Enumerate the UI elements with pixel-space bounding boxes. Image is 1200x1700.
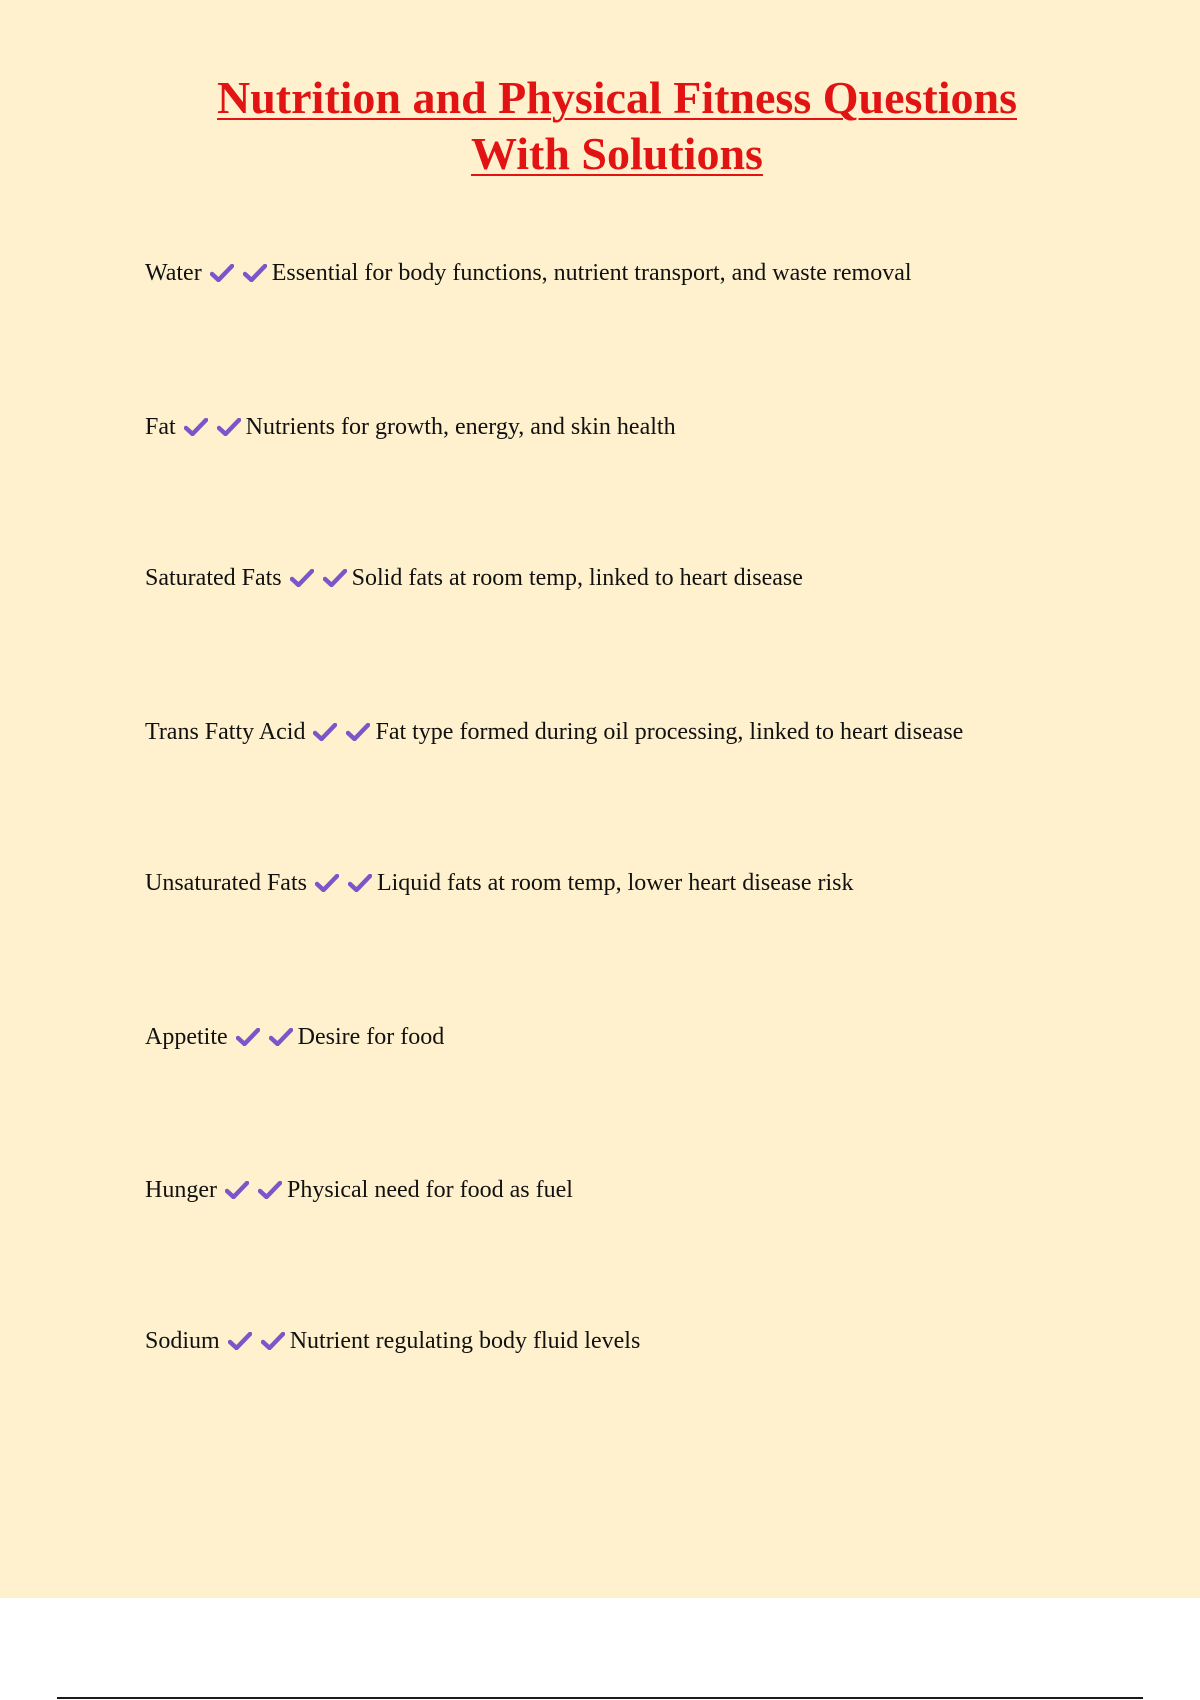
definition: Solid fats at room temp, linked to heart disease xyxy=(351,564,803,591)
definition: Liquid fats at room temp, lower heart disease risk xyxy=(376,869,854,896)
qa-item-fat xyxy=(145,410,676,444)
check-icon xyxy=(183,415,209,439)
check-icon xyxy=(216,415,242,439)
qa-item-sodium xyxy=(145,1324,640,1358)
title-line-1: Nutrition and Physical Fitness Questions xyxy=(217,72,1017,123)
term: Trans Fatty Acid xyxy=(145,718,306,745)
check-icon xyxy=(235,1025,261,1049)
qa-item-water xyxy=(145,256,912,290)
check-icon xyxy=(312,720,338,744)
term: Fat xyxy=(145,413,176,440)
definition: Physical need for food as fuel xyxy=(286,1176,573,1203)
check-icon xyxy=(345,720,371,744)
check-icon xyxy=(224,1178,250,1202)
term: Water xyxy=(145,259,202,286)
definition: Essential for body functions, nutrient transport, and waste removal xyxy=(271,259,912,286)
qa-item-hunger xyxy=(145,1173,573,1207)
check-icon xyxy=(289,566,315,590)
check-icon xyxy=(314,871,340,895)
definition: Nutrient regulating body fluid levels xyxy=(289,1327,641,1354)
term: Hunger xyxy=(145,1176,217,1203)
term: Unsaturated Fats xyxy=(145,869,307,896)
footer-divider xyxy=(57,1697,1143,1699)
qa-item-saturated-fats xyxy=(145,561,803,595)
check-icon xyxy=(242,261,268,285)
check-icon xyxy=(260,1329,286,1353)
check-icon xyxy=(257,1178,283,1202)
qa-item-unsaturated-fats xyxy=(145,866,854,900)
check-icon xyxy=(209,261,235,285)
check-icon xyxy=(268,1025,294,1049)
term: Appetite xyxy=(145,1023,228,1050)
check-icon xyxy=(322,566,348,590)
qa-item-trans-fatty-acid xyxy=(145,715,963,749)
definition: Desire for food xyxy=(297,1023,445,1050)
term: Sodium xyxy=(145,1327,220,1354)
qa-item-appetite xyxy=(145,1020,444,1054)
check-icon xyxy=(347,871,373,895)
definition: Nutrients for growth, energy, and skin health xyxy=(245,413,676,440)
document-title xyxy=(0,70,1200,182)
definition: Fat type formed during oil processing, linked to heart disease xyxy=(375,718,964,745)
check-icon xyxy=(227,1329,253,1353)
term: Saturated Fats xyxy=(145,564,282,591)
title-line-2: With Solutions xyxy=(471,128,763,179)
